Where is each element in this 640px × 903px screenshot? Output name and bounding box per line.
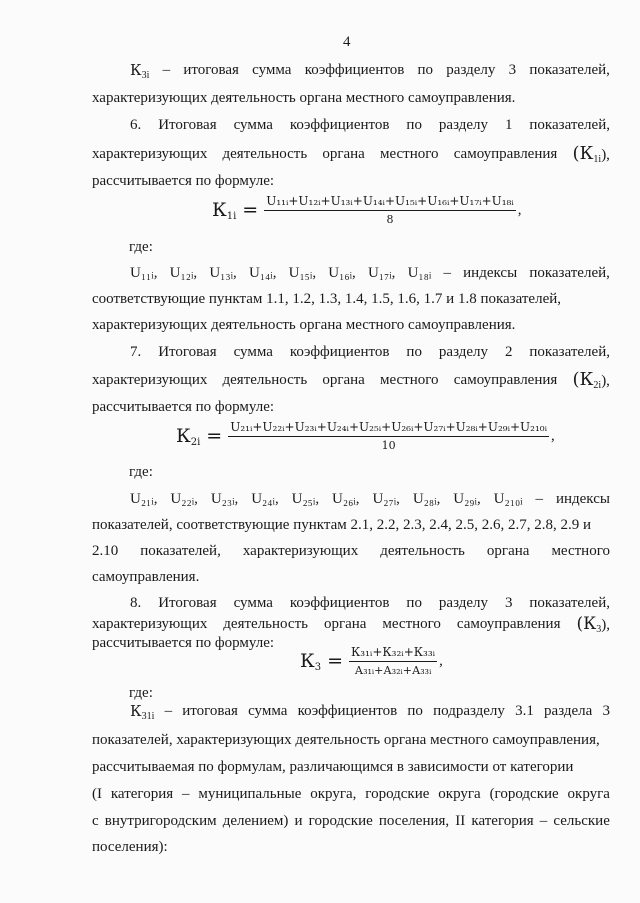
item6-defs-line2: соответствующие пунктам 1.1, 1.2, 1.3, 1.4, 1.5, 1.6, 1.7 и 1.8 показателей, (92, 291, 562, 307)
formula-k2i-fraction (228, 420, 549, 452)
k31i-definition-line1: $К_{31i}$ – итоговая сумма коэффициентов по подразделу 3.1 раздела 3 (130, 702, 610, 722)
item7-line1: 7. Итоговая сумма коэффициентов по разделу 2 показателей, (130, 344, 610, 360)
k31i-symbol: $К_{31i}$ (130, 702, 155, 722)
formula-k2i: $К_{2i}$ = $\frac{\text{U₂₁ᵢ+U₂₂ᵢ+U₂₃ᵢ+U₂₄ᵢ+U₂₅ᵢ+U₂₆ᵢ+U₂₇ᵢ+U₂₈ᵢ+U₂₉ᵢ+U₂₁₀ᵢ}}{10}$ , (176, 420, 555, 452)
k3i-definition-line1: $К_{3i}$ – итоговая сумма коэффициентов по разделу 3 показателей, (130, 61, 610, 81)
formula-k1i-numerator: U₁₁ᵢ+U₁₂ᵢ+U₁₃ᵢ+U₁₄ᵢ+U₁₅ᵢ+U₁₆ᵢ+U₁₇ᵢ+U₁₈ᵢ (264, 194, 516, 211)
formula-k3-lhs: $К_3$ (300, 650, 322, 673)
item7-defs-line4: самоуправления. (92, 569, 200, 585)
item8-line3: рассчитывается по формуле: (92, 635, 275, 651)
k31i-definition-line3: рассчитываемая по формулам, различающимся в зависимости от категории (92, 759, 574, 775)
formula-k1i-lhs: $К_{1i}$ (212, 199, 237, 222)
k31i-definition-line4: (I категория – муниципальные округа, городские округа (городские округа (92, 786, 610, 802)
formula-k3-numerator: К₃₁ᵢ+К₃₂ᵢ+К₃₃ᵢ (349, 645, 437, 662)
item6-line1: 6. Итоговая сумма коэффициентов по разделу 1 показателей, (130, 117, 610, 133)
formula-k2i-denominator: 10 (381, 439, 396, 452)
item7-line2: характеризующих деятельность органа местного самоуправления $(К_{2i})$, (92, 369, 610, 391)
k1i-inline-symbol: $(К_{1i})$, (572, 143, 610, 165)
formula-k3-denominator: А₃₁ᵢ+А₃₂ᵢ+А₃₃ᵢ (354, 664, 432, 677)
formula-k2i-lhs: $К_{2i}$ (176, 425, 201, 448)
item6-line2: характеризующих деятельность органа местного самоуправления $(К_{1i})$, (92, 143, 610, 165)
item6-defs-line3: характеризующих деятельность органа местного самоуправления. (92, 317, 516, 333)
item6-where: где: (129, 239, 153, 255)
item6-line3: рассчитывается по формуле: (92, 173, 275, 189)
k3-inline-symbol: $(К_3)$, (576, 614, 610, 635)
item7-defs-line3: 2.10 показателей, характеризующих деятельность органа местного (92, 543, 610, 559)
item7-defs-line2: показателей, соответствующие пунктам 2.1, 2.2, 2.3, 2.4, 2.5, 2.6, 2.7, 2.8, 2.9 и (92, 517, 592, 533)
item8-where: где: (129, 685, 153, 701)
k3i-symbol: $К_{3i}$ (130, 61, 150, 81)
item8-line2: характеризующих деятельность органа местного самоуправления $(К_3)$, (92, 614, 610, 635)
formula-k3-fraction (349, 645, 437, 677)
formula-k3: $К_3$ = $\frac{\text{К₃₁ᵢ+К₃₂ᵢ+К₃₃ᵢ}}{\text{А₃₁ᵢ+А₃₂ᵢ+А₃₃ᵢ}}$ , (300, 645, 443, 677)
formula-k2i-numerator: U₂₁ᵢ+U₂₂ᵢ+U₂₃ᵢ+U₂₄ᵢ+U₂₅ᵢ+U₂₆ᵢ+U₂₇ᵢ+U₂₈ᵢ+U₂₉ᵢ+U₂₁₀ᵢ (228, 420, 549, 437)
item6-defs-line1: U₁₁ᵢ, U₁₂ᵢ, U₁₃ᵢ, U₁₄ᵢ, U₁₅ᵢ, U₁₆ᵢ, U₁₇ᵢ, U₁₈ᵢ – индексы показателей, (130, 265, 610, 281)
k3i-definition-line2: характеризующих деятельность органа местного самоуправления. (92, 90, 516, 106)
item7-line3: рассчитывается по формуле: (92, 399, 275, 415)
k31i-definition-line5: с внутригородским делением) и городские поселения, II категория – сельские (92, 813, 610, 829)
item7-where: где: (129, 464, 153, 480)
k31i-definition-line6: поселения): (92, 839, 168, 855)
formula-k1i-denominator: 8 (386, 213, 394, 226)
page-number: 4 (343, 34, 351, 50)
item7-defs-line1: U₂₁ᵢ, U₂₂ᵢ, U₂₃ᵢ, U₂₄ᵢ, U₂₅ᵢ, U₂₆ᵢ, U₂₇ᵢ, U₂₈ᵢ, U₂₉ᵢ, U₂₁₀ᵢ – индексы (130, 491, 610, 507)
item8-line1: 8. Итоговая сумма коэффициентов по разделу 3 показателей, (130, 595, 610, 611)
formula-k1i: $К_{1i}$ = $\frac{\text{U₁₁ᵢ+U₁₂ᵢ+U₁₃ᵢ+U₁₄ᵢ+U₁₅ᵢ+U₁₆ᵢ+U₁₇ᵢ+U₁₈ᵢ}}{8}$ , (212, 194, 522, 226)
formula-k1i-fraction (264, 194, 516, 226)
k31i-definition-line2: показателей, характеризующих деятельность органа местного самоуправления, (92, 732, 600, 748)
k2i-inline-symbol: $(К_{2i})$, (572, 369, 610, 391)
